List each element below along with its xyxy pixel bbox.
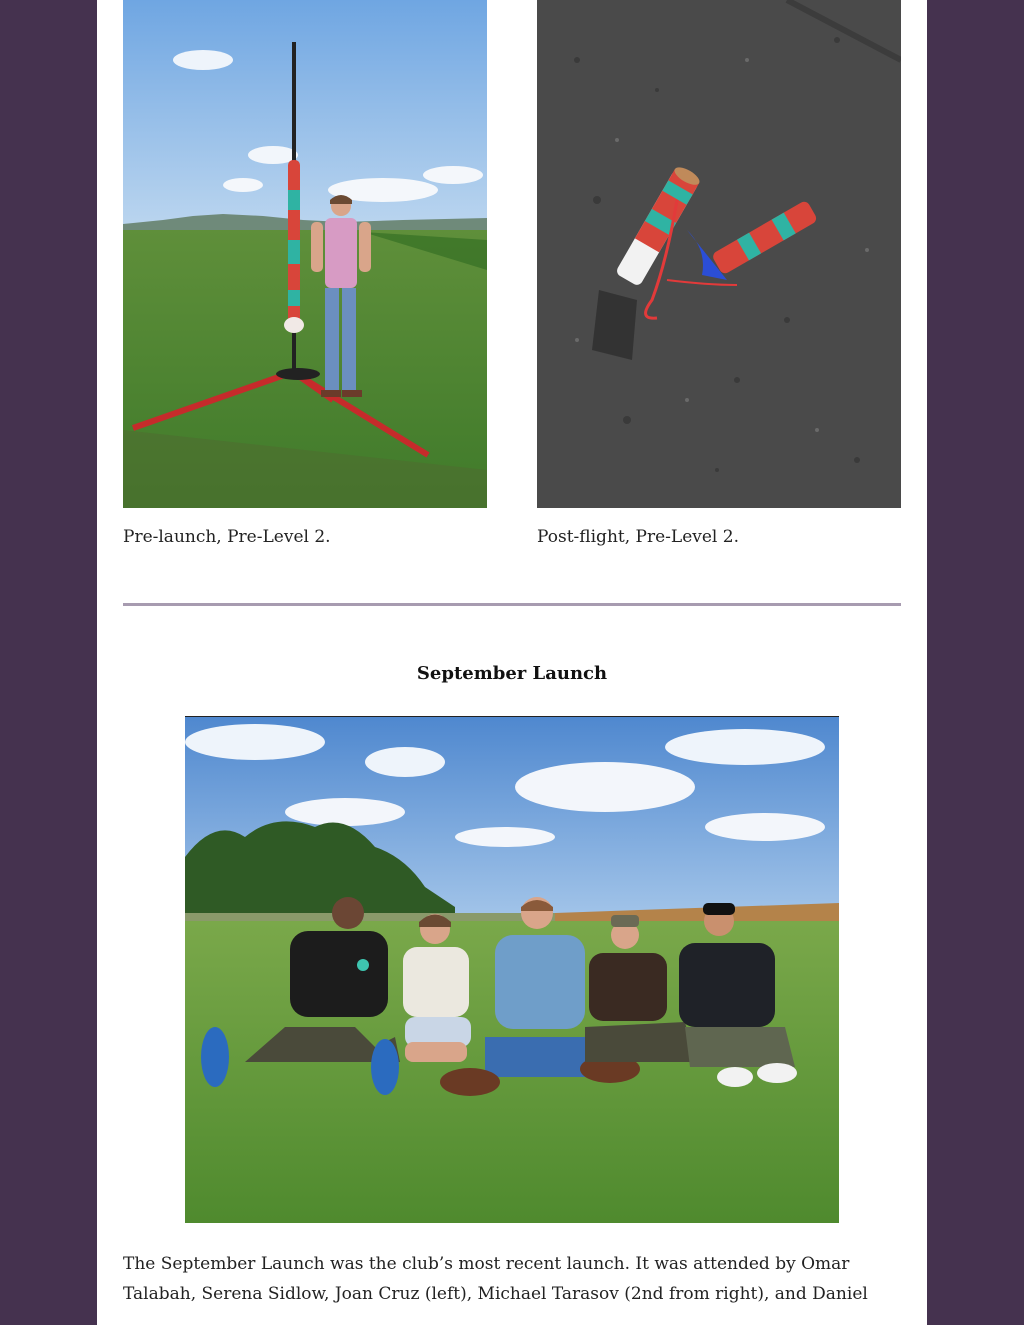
post-flight-photo-drawing	[537, 0, 901, 508]
group-photo	[185, 716, 839, 1223]
newsletter-content	[97, 0, 927, 1325]
section-heading: September Launch	[416, 663, 608, 684]
description-line: The September Launch was the club’s most recent launch. It was attended by Omar	[123, 1254, 850, 1274]
pre-launch-caption: Pre-launch, Pre-Level 2.	[123, 527, 331, 547]
post-flight-photo	[537, 0, 901, 508]
launch-description	[123, 1249, 903, 1309]
description-line: Talabah, Serena Sidlow, Joan Cruz (left), Michael Tarasov (2nd from right), and Daniel	[123, 1284, 868, 1304]
post-flight-caption: Post-flight, Pre-Level 2.	[537, 527, 739, 547]
section-divider	[123, 603, 901, 606]
group-photo-drawing	[185, 717, 839, 1223]
pre-launch-photo	[123, 0, 487, 508]
pre-launch-photo-drawing	[123, 0, 487, 508]
